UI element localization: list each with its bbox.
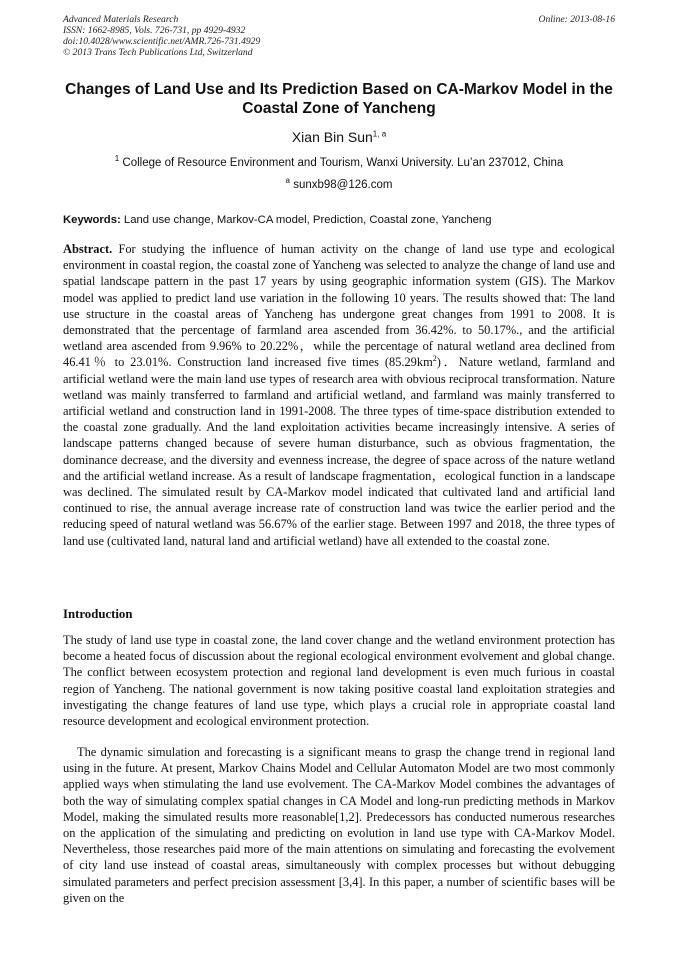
email-line	[63, 178, 615, 193]
abstract-label: Abstract.	[63, 242, 113, 256]
keywords-text: Land use change, Markov-CA model, Prediction, Coastal zone, Yancheng	[123, 214, 492, 226]
journal-header	[63, 14, 615, 58]
author-line	[63, 128, 615, 146]
affiliation	[63, 156, 615, 171]
abstract-text-part2: )．Nature wetland, farmland and artificial wetland were the main land use types of research area with obvious reciprocal transformation. Nature wetland was mainly transferred to farmland and artificial wetland, and farmland was mainly transferred to artificial wetland and construction land in 1991-2008. The three types of time-space distribution extended to the coastal zone gradually. And the land exploitation activities became increasingly intensive. A series of landscape patterns changed because of severe human disturbance, such as obvious fragmentation, the dominance decrease, and the diversity and evenness increase, the degree of space across of the nature wetland and the artificial wetland increase. As a result of landscape fragmentation，ecological function in a landscape was declined. The simulated result by CA-Markov model indicated that cultivated land and artificial land continued to rise, the annual average increase rate of construction land was twice the earlier period and the reducing speed of natural wetland was 56.67% of the earlier stage. Between 1997 and 2018, the three types of land use (cultivated land, natural land and artificial wetland) have all extended to the coastal zone.	[63, 355, 615, 548]
issn-line: ISSN: 1662-8985, Vols. 726-731, pp 4929-4932	[63, 25, 246, 36]
author-sup: 1, a	[372, 129, 387, 139]
abstract-text-part1: For studying the influence of human activity on the change of land use type and ecological environment in coastal region, the coastal zone of Yancheng was selected to analyze the change of land use and spatial landscape pattern in the past 17 years by using geographic information system (GIS). The Markov model was applied to predict land use variation in the following 10 years. The results showed that: The land use structure in the coastal areas of Yancheng has undergone great changes from 1991 to 2008. It is demonstrated that the percentage of farmland area ascended from 36.42%. to 50.17%., and the artificial wetland area ascended from 9.96% to 20.22%，while the percentage of natural wetland area declined from 46.41％ to 23.01%. Construction land increased five times (85.29km	[63, 242, 616, 370]
online-date: Online: 2013-08-16	[538, 14, 615, 25]
journal-name: Advanced Materials Research	[63, 14, 179, 25]
paper-title: Changes of Land Use and Its Prediction Based on CA-Markov Model in the Coastal Zone of Yancheng	[65, 81, 613, 117]
abstract-superscript: 2	[432, 354, 437, 364]
email-address[interactable]: sunxb98@126.com	[293, 179, 393, 191]
doi-line: doi:10.4028/www.scientific.net/AMR.726-731.4929	[63, 36, 261, 47]
abstract	[63, 241, 615, 549]
introduction-paragraph-2: The dynamic simulation and forecasting is a significant means to grasp the change trend in regional land using in the future. At present, Markov Chains Model and Cellular Automaton Model are two most commonly applied ways when stimulating the land use evolvement. The CA-Markov Model combines the advantages of both the way of simulating complex spatial changes in CA Model and long-run predicting methods in Markov Model, making the simulated results more reasonable[1,2]. Predecessors has conducted numerous researches on the application of the simulating and predicting on evolution in land use type with CA-Markov Model. Nevertheless, those researches paid more of the main attentions on simulating and forecasting the evolvement of city land use instead of coastal areas, simultaneously with complex processes but without debugging simulated parameters and perfect precision assessment [3,4]. In this paper, a number of scientific bases will be given on the	[63, 745, 615, 905]
affiliation-sup: 1	[114, 154, 120, 164]
keywords	[63, 213, 615, 228]
email-sup: a	[285, 176, 290, 186]
introduction-heading: Introduction	[63, 607, 133, 621]
affiliation-text: College of Resource Environment and Tourism, Wanxi University. Lu’an 237012, China	[122, 157, 564, 169]
introduction-paragraph-1: The study of land use type in coastal zone, the land cover change and the wetland environment protection has become a heated focus of discussion about the regional ecological environment evolvement and global change. The conflict between ecosystem protection and regional land development is even much furious in coastal region of Yancheng. The national government is now taking positive coastal land exploitation strategies and investigating the change features of land use type, which plays a crucial role in appropriate coastal land resource development and ecological environment protection.	[63, 633, 615, 729]
keywords-label: Keywords:	[63, 214, 121, 226]
copyright-line: © 2013 Trans Tech Publications Ltd, Switzerland	[63, 47, 253, 58]
author-name: Xian Bin Sun	[291, 129, 373, 145]
